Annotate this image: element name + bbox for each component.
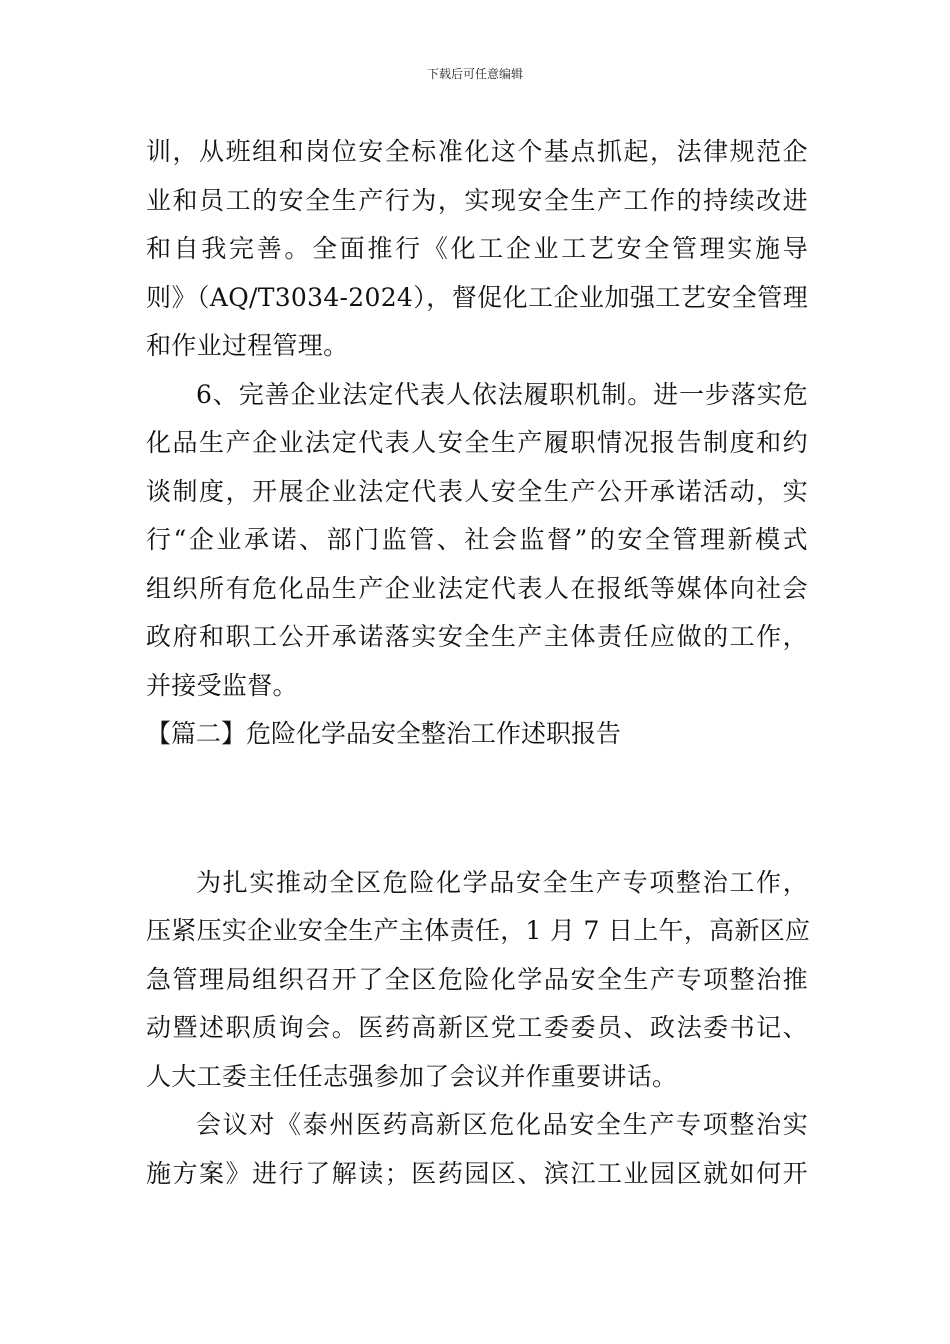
- paragraph-item-6: [146, 371, 808, 711]
- paragraph-meeting: [146, 1101, 808, 1198]
- text-line: 组织所有危化品生产企业法定代表人在报纸等媒体向社会: [146, 573, 808, 603]
- text-line: 6、完善企业法定代表人依法履职机制。进一步落实危: [196, 379, 808, 409]
- text-line: 训，从班组和岗位安全标准化这个基点抓起，法律规范企: [146, 137, 808, 166]
- text-line: 化品生产企业法定代表人安全生产履职情况报告制度和约: [146, 428, 808, 457]
- paragraph-continuation: [146, 128, 808, 371]
- text-line: 并接受监督。: [146, 670, 298, 700]
- text-line: 动暨述职质询会。医药高新区党工委委员、政法委书记、: [146, 1013, 808, 1042]
- text-line: 急管理局组织召开了全区危险化学品安全生产专项整治推: [146, 964, 808, 994]
- text-line: 行“企业承诺、部门监管、社会监督”的安全管理新模式: [146, 525, 808, 554]
- document-body: [146, 128, 811, 1198]
- text-line: 和作业过程管理。: [146, 331, 349, 360]
- text-line: 压紧压实企业安全生产主体责任，1 月 7 日上午，高新区应: [146, 916, 811, 945]
- text-line: 人大工委主任任志强参加了会议并作重要讲话。: [146, 1061, 678, 1091]
- text-line: 施方案》进行了解读；医药园区、滨江工业园区就如何开: [146, 1158, 808, 1188]
- text-line: 会议对《泰州医药高新区危化品安全生产专项整治实: [196, 1110, 808, 1139]
- section-heading: 【篇二】危险化学品安全整治工作述职报告: [146, 719, 622, 748]
- text-line: 业和员工的安全生产行为，实现安全生产工作的持续改进: [146, 185, 808, 215]
- text-line: 则》（AQ/T3034-2024），督促化工企业加强工艺安全管理: [146, 282, 808, 312]
- page-header: 下载后可任意编辑: [426, 67, 523, 81]
- text-line: 政府和职工公开承诺落实安全生产主体责任应做的工作，: [146, 622, 808, 651]
- text-line: 为扎实推动全区危险化学品安全生产专项整治工作，: [196, 867, 808, 897]
- text-line: 和自我完善。全面推行《化工企业工艺安全管理实施导: [146, 234, 808, 263]
- blank-gap: [146, 759, 808, 859]
- paragraph-report-intro: [146, 859, 811, 1102]
- text-line: 谈制度，开展企业法定代表人安全生产公开承诺活动，实: [146, 476, 808, 506]
